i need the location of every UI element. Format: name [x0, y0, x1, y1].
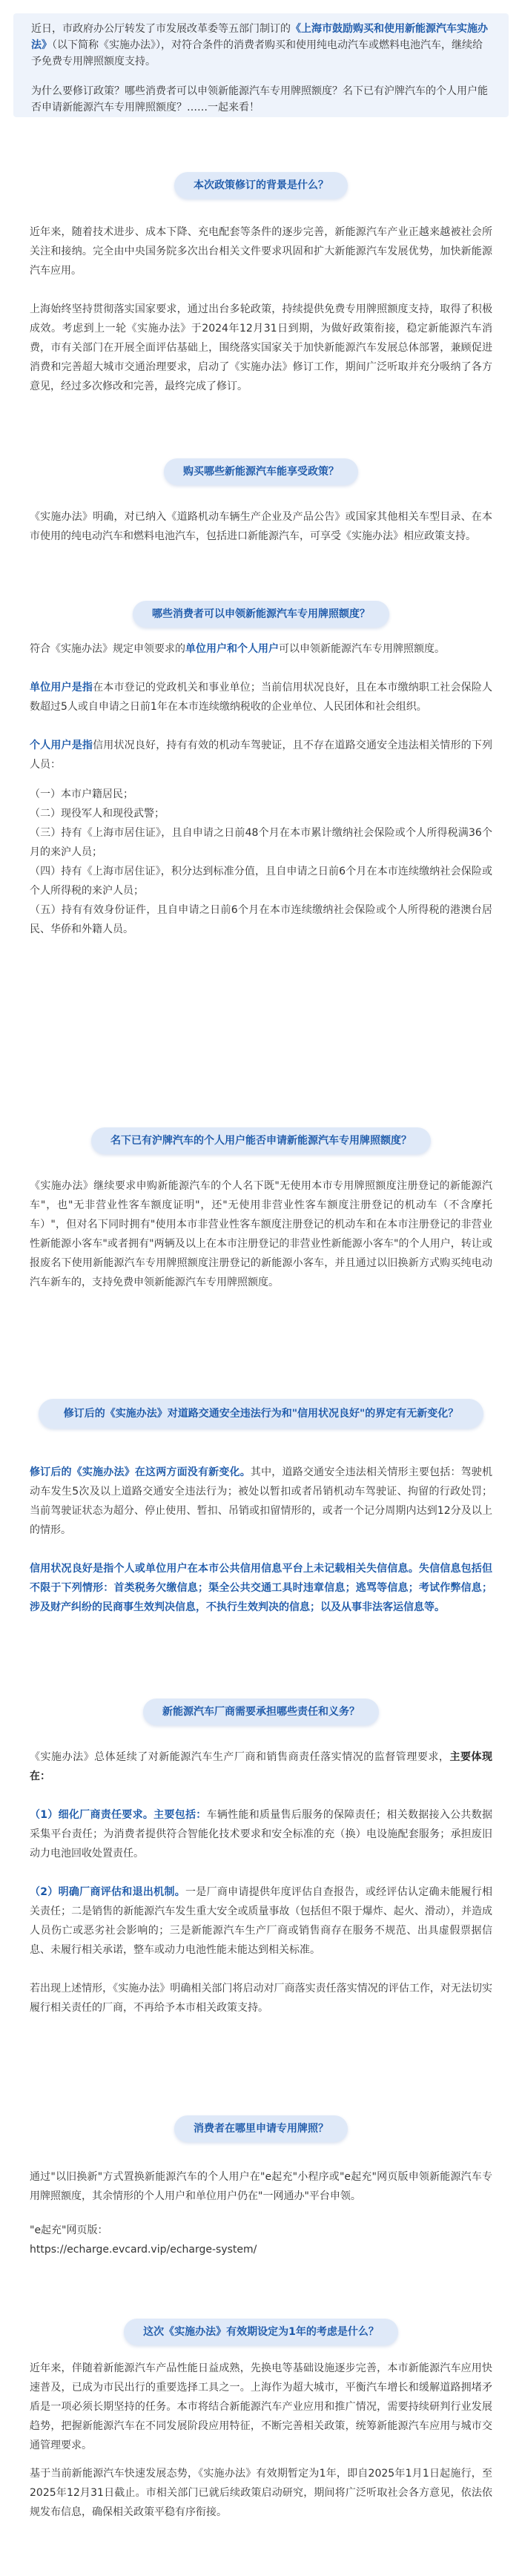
- section-title-eligibility: [0, 601, 522, 627]
- paragraph: "e起充"网页版：: [30, 2224, 108, 2236]
- section-title: 名下已有沪牌汽车的个人用户能否申请新能源汽车专用牌照额度？: [91, 1127, 431, 1154]
- paragraph: 基于当前新能源汽车快速发展态势，《实施办法》有效期暂定为1年，即自2025年1月1日起施行，至2025年12月31日截止。市相关部门已就后续政策启动研究，期间将广泛听取社会各方意见，依法依规发布信息，确保相关政策平稳有序衔接。: [30, 2468, 492, 2518]
- section-title-validity: [0, 2319, 522, 2345]
- section-manufacturers-body: [30, 1747, 492, 2026]
- highlight: 单位用户和个人用户: [185, 643, 279, 655]
- section-title-manufacturers: [0, 1699, 522, 1725]
- section-title-application: [0, 2115, 522, 2142]
- list-item: （三）持有《上海市居住证》，且自申请之日前48个月在本市累计缴纳社会保险或个人所得税满36个月的来沪人员；: [30, 827, 492, 858]
- list-item: （四）持有《上海市居住证》，积分达到标准分值，且自申请之日前6个月在本市连续缴纳社会保险或个人所得税的来沪人员；: [30, 866, 492, 897]
- paragraph: [30, 639, 492, 659]
- section-application-body: [30, 2167, 492, 2268]
- section-title: 哪些消费者可以申领新能源汽车专用牌照额度？: [133, 601, 389, 627]
- text: 车辆性能和质量售后服务的保障责任；相关数据接入公共数据采集平台责任；为消费者提供符合智能化技术要求和安全标准的充（换）电设施配套服务；承担废旧动力电池回收处置责任。: [30, 1809, 492, 1859]
- section-vehicles-body: [30, 507, 492, 555]
- section-violations-body: [30, 1463, 492, 1626]
- highlight: （1）细化厂商责任要求。主要包括：: [30, 1809, 207, 1821]
- text: 在本市登记的党政机关和事业单位；当前信用状况良好，且在本市缴纳职工社会保险人数超过5人或自申请之日前1年在本市连续缴纳税收的企业单位、人民团体和社会组织。: [30, 682, 493, 713]
- highlight: 个人用户是指: [30, 739, 93, 751]
- paragraph: 近年来，伴随着新能源汽车产品性能日益成熟，先换电等基础设施逐步完善，本市新能源汽车应用快速普及，已成为市民出行的重要选择工具之一。上海作为超大城市，平衡汽车增长和缓解道路拥堵矛盾是一项必须长期坚持的任务。本市将结合新能源汽车产业应用和推广情况，需要持续研判行业发展趋势，把握新能源汽车在不同发展阶段应用特征，不断完善相关政策，统筹新能源汽车应用与城市交通管理要求。: [30, 2362, 492, 2451]
- paragraph: 若出现上述情形，《实施办法》明确相关部门将启动对厂商落实责任落实情况的评估工作，对无法切实履行相关责任的厂商，不再给予本市相关政策支持。: [30, 1983, 492, 2014]
- section-background-body: [30, 223, 492, 405]
- intro-paragraph-1: [31, 21, 491, 70]
- paragraph: [30, 1747, 492, 1786]
- section-title-background: [0, 172, 522, 199]
- web-link[interactable]: https://echarge.evcard.vip/echarge-system/: [30, 2244, 257, 2256]
- highlight: 单位用户是指: [30, 682, 93, 694]
- highlight: （2）明确厂商评估和退出机制。: [30, 1886, 186, 1898]
- list-item: （一）本市户籍居民；: [30, 788, 133, 800]
- paragraph-highlight: 信用状况良好是指个人或单位用户在本市公共信用信息平台上未记载相关失信信息。失信信息包括但不限于下列情形：首类税务欠缴信息；渠全公共交通工具时违章信息；逃骂等信息；考试作弊信息；涉及财产纠纷的民商事生效判决信息，不执行生效判决的信息；以及从事非法客运信息等。: [30, 1563, 492, 1613]
- text: 可以申领新能源汽车专用牌照额度。: [279, 643, 445, 655]
- paragraph: 《实施办法》明确，对已纳入《道路机动车辆生产企业及产品公告》或国家其他相关车型目录、在本市使用的纯电动汽车和燃料电池汽车，包括进口新能源汽车，可享受《实施办法》相应政策支持。: [30, 511, 492, 542]
- list-item: （二）现役军人和现役武警；: [30, 808, 165, 820]
- intro-text: （以下简称《实施办法》），对符合条件的消费者购买和使用纯电动汽车或燃料电池汽车，继续给予免费专用牌照额度支持。: [31, 39, 483, 67]
- intro-paragraph-2: 为什么要修订政策？哪些消费者可以申领新能源汽车专用牌照额度？名下已有沪牌汽车的个人用户能否申请新能源汽车专用牌照额度？……一起来看！: [31, 85, 488, 113]
- paragraph: [30, 678, 492, 717]
- paragraph: [30, 1882, 492, 1960]
- paragraph: 《实施办法》继续要求申购新能源汽车的个人名下既"无使用本市专用牌照额度注册登记的新能源汽车"，也"无非营业性客车额度证明"，还"无使用非营业性客车额度注册登记的机动车（不含摩托车）"，但对名下同时拥有"使用本市非营业性客车额度注册登记的机动车和在本市注册登记的非营业性新能源小客车"或者拥有"两辆及以上在本市注册登记的非营业性新能源小客车"的个人用户，转让或报废名下使用新能源汽车专用牌照额度注册登记的新能源小客车，并且通过以旧换新方式购买纯电动汽车新车的，支持免费申领新能源汽车专用牌照额度。: [30, 1180, 492, 1288]
- intro-highlight: 《上海市鼓励购买和使用新能源汽车实施办法》: [31, 23, 488, 51]
- section-existing-plate-body: [30, 1176, 492, 1301]
- text: 信用状况良好，持有有效的机动车驾驶证，且不存在道路交通安全违法相关情形的下列人员：: [30, 739, 493, 771]
- highlight: 修订后的《实施办法》在这两方面没有新变化。: [30, 1466, 251, 1478]
- paragraph: 通过"以旧换新"方式置换新能源汽车的个人用户在"e起充"小程序或"e起充"网页版申领新能源汽车专用牌照额度，其余情形的个人用户和单位用户仍在"一网通办"平台申领。: [30, 2171, 492, 2202]
- text: 《实施办法》总体延续了对新能源汽车生产厂商和销售商责任落实情况的监督管理要求，: [30, 1751, 450, 1763]
- text: 符合《实施办法》规定申领要求的: [30, 643, 185, 655]
- section-title: 新能源汽车厂商需要承担哪些责任和义务？: [143, 1699, 379, 1725]
- section-title: 这次《实施办法》有效期设定为1年的考虑是什么？: [124, 2319, 398, 2345]
- section-title-violations: [0, 1399, 522, 1429]
- emphasis: 主要体现在：: [30, 1751, 493, 1782]
- section-title: 购买哪些新能源汽车能享受政策？: [164, 458, 358, 485]
- section-title: 消费者在哪里申请专用牌照？: [174, 2115, 348, 2142]
- section-eligibility-body: [30, 639, 492, 939]
- paragraph: 上海始终坚持贯彻落实国家要求，通过出台多轮政策，持续提供免费专用牌照额度支持，取得了积极成效。考虑到上一轮《实施办法》于2024年12月31日到期，为做好政策衔接，稳定新能源汽车消费，市有关部门在开展全面评估基础上，围绕落实国家关于加快新能源汽车发展总体部署，兼顾促进消费和完善超大城市交通治理要求，启动了《实施办法》修订工作，期间广泛听取并充分吸纳了各方意见，经过多次修改和完善，最终完成了修订。: [30, 303, 492, 392]
- text: 其中，道路交通安全违法相关情形主要包括：驾驶机动车发生5次及以上道路交通安全违法行为；被处以暂扣或者吊销机动车驾驶证、拘留的行政处罚；当前驾驶证状态为超分、停止使用、暂扣、吊销或扣留情形的，或者一个记分周期内达到12分及以上的情形。: [30, 1466, 492, 1536]
- section-title: 本次政策修订的背景是什么？: [174, 172, 348, 199]
- section-title-vehicles: [0, 458, 522, 485]
- text: 一是厂商申请提供年度评估自查报告，或经评估认定确未能履行相关责任；二是销售的新能源汽车发生重大安全或质量事故（包括但不限于爆炸、起火、滑动），并造成人员伤亡或恶劣社会影响的；三是新能源汽车生产厂商或销售商存在服务不规范、出具虚假票据信息、未履行相关承诺，整车或动力电池性能未能达到相关标准。: [30, 1886, 492, 1956]
- intro-text: 近日，市政府办公厅转发了市发展改革委等五部门制订的: [31, 23, 291, 35]
- section-title: 修订后的《实施办法》对道路交通安全违法行为和"信用状况良好"的界定有无新变化？: [39, 1399, 483, 1429]
- section-title-existing-plate: [0, 1127, 522, 1154]
- paragraph: [30, 1463, 492, 1540]
- paragraph: 近年来，随着技术进步、成本下降、充电配套等条件的逐步完善，新能源汽车产业正越来越被社会所关注和接纳。完全由中央国务院多次出台相关文件要求巩固和扩大新能源汽车发展优势，加快新能源汽车应用。: [30, 226, 492, 277]
- list-item: （五）持有有效身份证件，且自申请之日前6个月在本市连续缴纳社会保险或个人所得税的港澳台居民、华侨和外籍人员。: [30, 904, 492, 935]
- paragraph: [30, 736, 492, 774]
- section-validity-body: [30, 2359, 492, 2531]
- paragraph: [30, 1805, 492, 1863]
- intro-box: [13, 13, 509, 117]
